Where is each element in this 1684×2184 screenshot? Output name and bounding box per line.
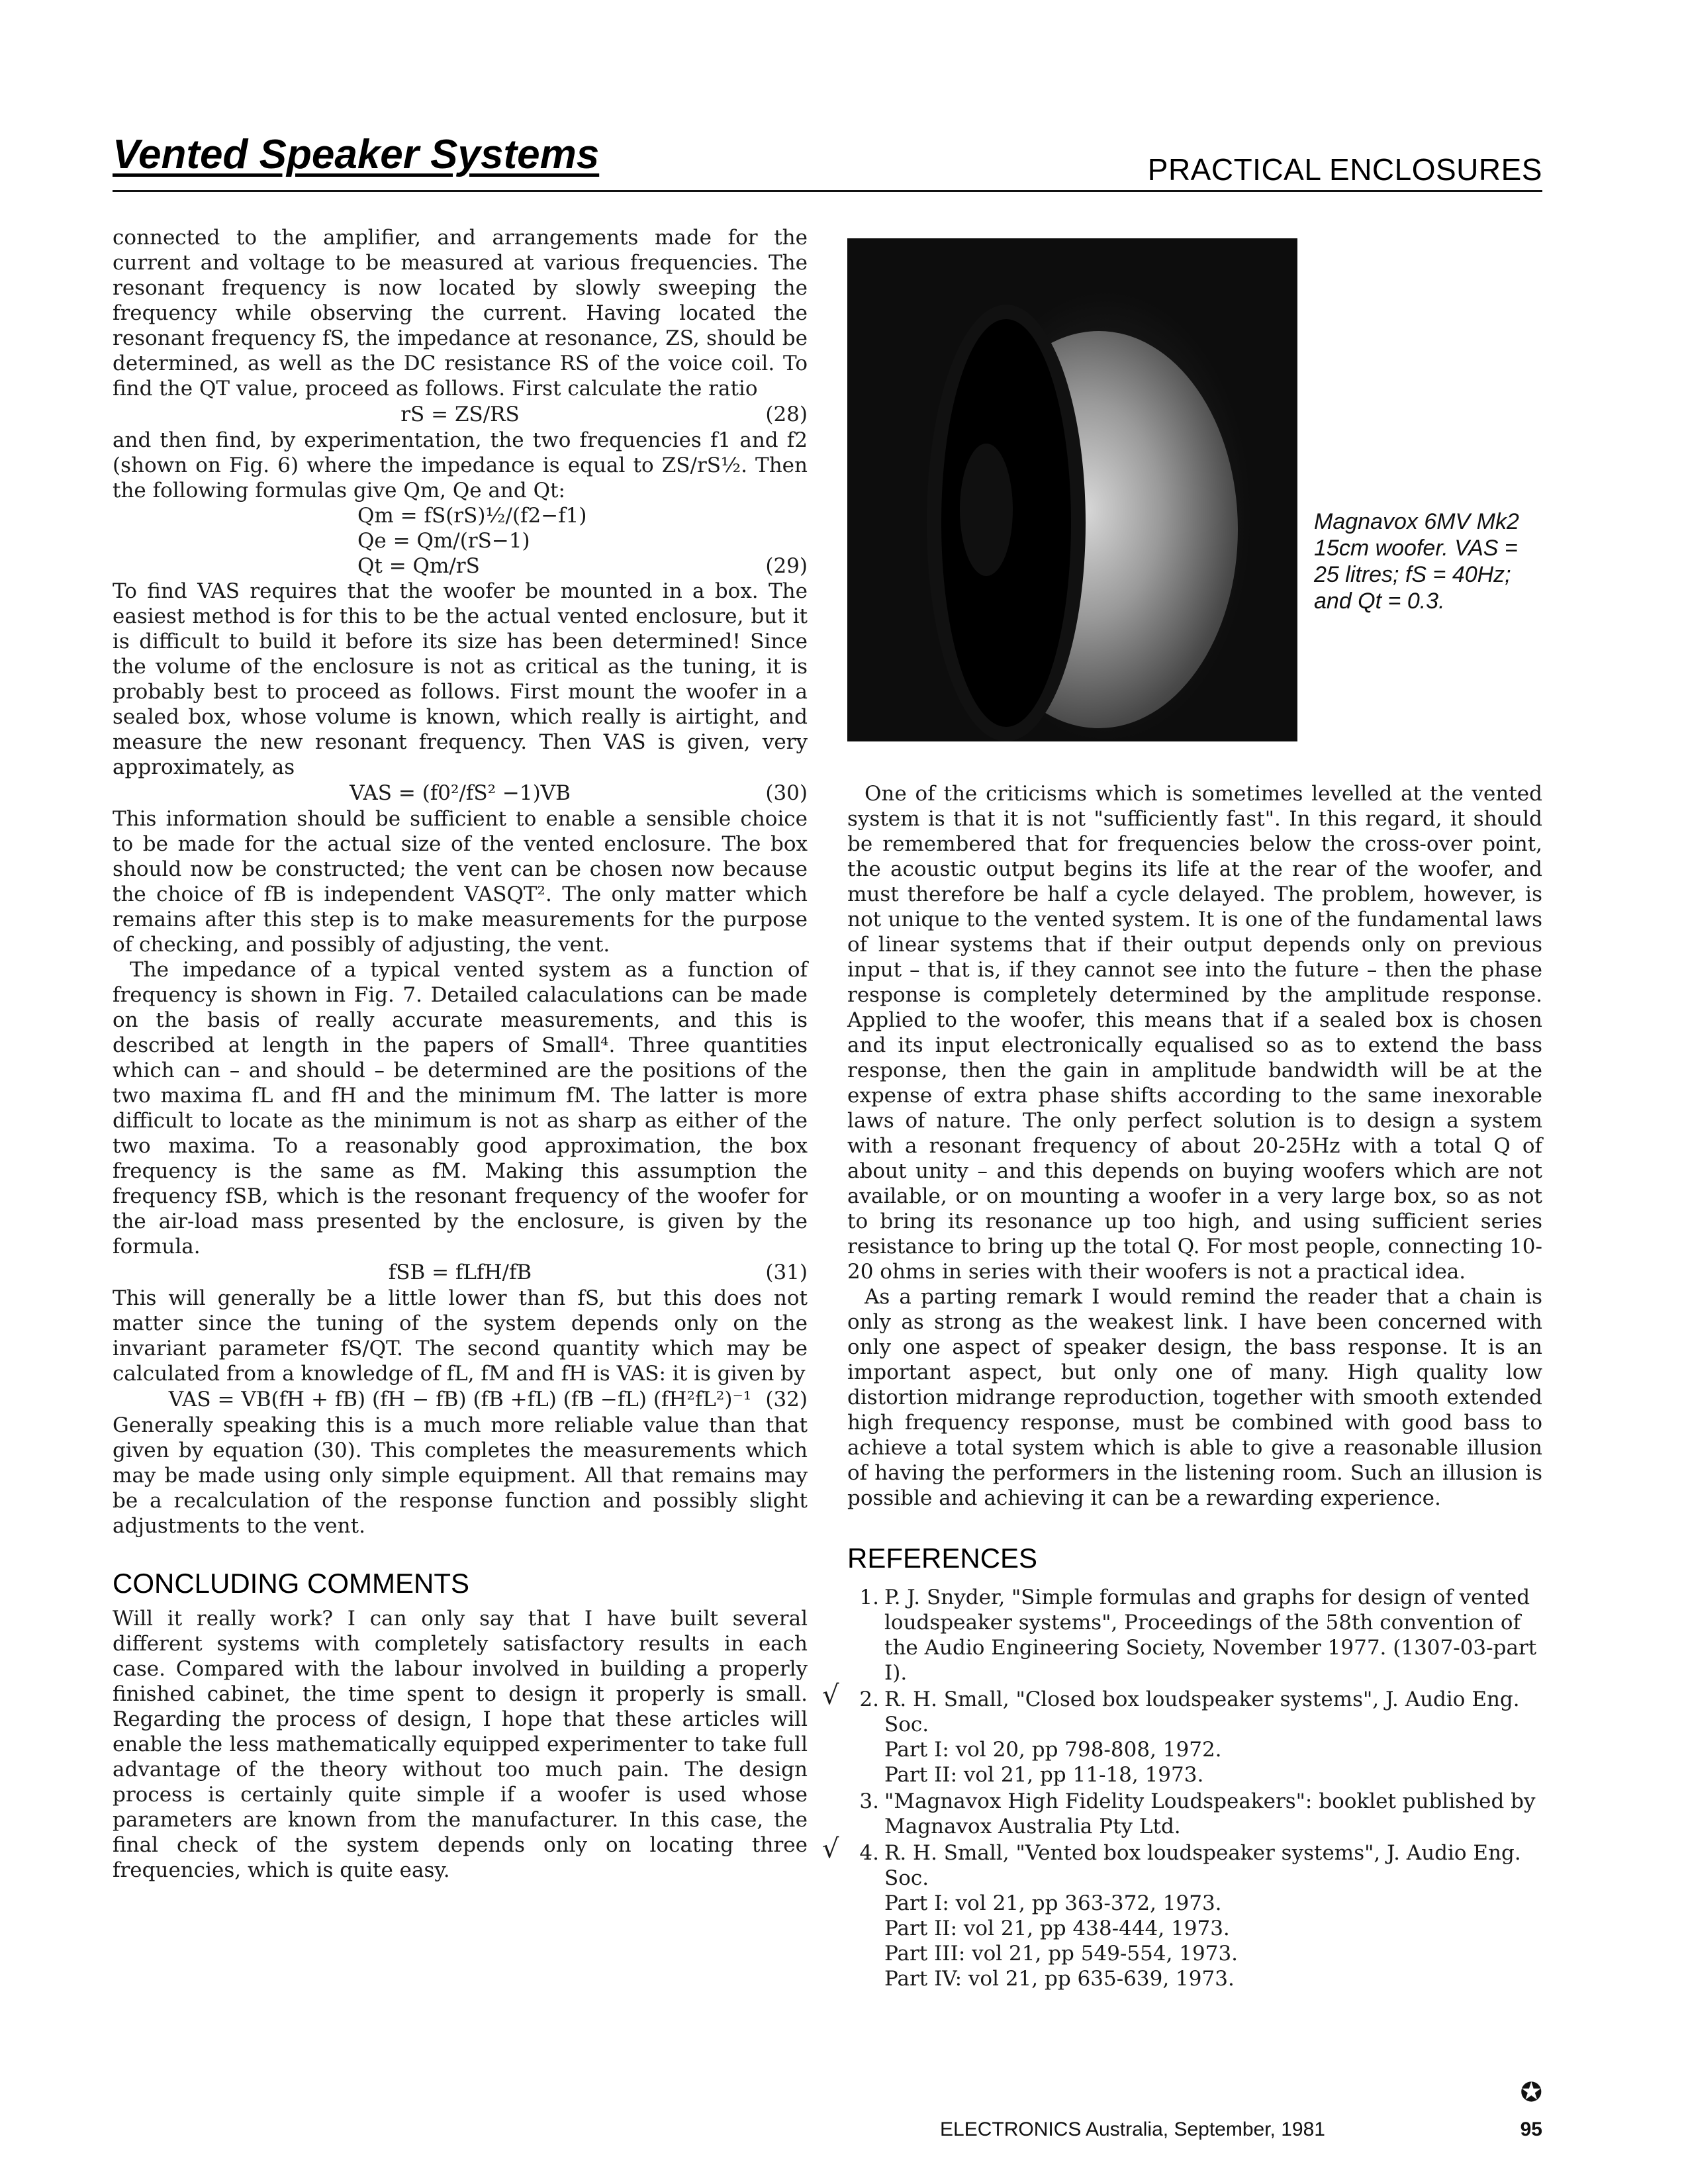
paragraph: The impedance of a typical vented system as a function of frequency is shown in Fig. 7. Detailed calaculations can be made on the basis of really accurate measurements, and this is described at length in the papers of Small⁴. Three quantities which can – and should – be determined are the positions of the two maxima fL and fH and the minimum fM. The latter is more difficult to locate as the minimum is not as sharp as either of the two maxima. To a reasonably good approximation, the box frequency is the same as fM. Making this assumption the frequency fSB, which is the resonant frequency of the woofer for the air-load mass presented by the enclosure, is given by the formula.	[113, 958, 808, 1258]
reference-item	[822, 1834, 1542, 1991]
reference-number: 2.	[859, 1687, 879, 1711]
equation-formula: fSB = fLfH/fB	[388, 1260, 532, 1284]
publication-info: ELECTRONICS Australia, September, 1981	[940, 2118, 1325, 2140]
reference-part: Part II: vol 21, pp 438-444, 1973.	[884, 1917, 1230, 1940]
reference-part: Part I: vol 21, pp 363-372, 1973.	[884, 1891, 1222, 1915]
paragraph: This information should be sufficient to enable a sensible choice to be made for the actual size of the vented enclosure. The box should now be constructed; the vent can be chosen now because the choice of fB is independent VASQT². The only matter which remains after this step is to make measurements for the purpose of checking, and possibly of adjusting, the vent.	[113, 807, 808, 957]
reference-number: 3.	[859, 1789, 879, 1813]
paragraph: As a parting remark I would remind the reader that a chain is only as strong as the weakest link. I have been concerned with only one aspect of speaker design, the bass response. It is an important aspect, but only one of many. High quality low distortion midrange reproduction, together with smooth extended high frequency response, must be combined with good bass to achieve a total system which is able to give a reasonable illusion of having the performers in the listening room. Such an illusion is possible and achieving it can be a rewarding experience.	[847, 1285, 1542, 1510]
paragraph: This will generally be a little lower than fS, but this does not matter since the tuning of the system depends only on the invariant parameter fS/QT. The second quantity which may be calculated from a knowledge of fL, fM and fH is VAS: it is given by	[113, 1286, 808, 1386]
reference-item	[847, 1789, 1542, 1839]
end-mark-icon: ✪	[1520, 2077, 1542, 2108]
page-number: 95	[1520, 2118, 1542, 2140]
equation-32	[113, 1386, 808, 1413]
reference-text: P. J. Snyder, "Simple formulas and graphs for design of vented loudspeaker systems", Proceedings of the 58th convention of the Audio Engineering Society, November 1977. (1307-03-part I).	[884, 1586, 1537, 1685]
references-heading: REFERENCES	[847, 1543, 1038, 1574]
reference-part: Part II: vol 21, pp 11-18, 1973.	[884, 1763, 1204, 1787]
left-column	[113, 225, 808, 1883]
equation-number: (29)	[765, 554, 808, 578]
equation-31	[113, 1259, 808, 1286]
paragraph: and then find, by experimentation, the two frequencies f1 and f2 (shown on Fig. 6) where the impedance is equal to ZS/rS½. Then the following formulas give Qm, Qe and Qt:	[113, 428, 808, 502]
equation-number: (30)	[765, 781, 808, 805]
reference-number: 1.	[859, 1586, 879, 1609]
equation-formula: VAS = VB(fH + fB) (fH − fB) (fB +fL) (fB −fL) (fH²fL²)⁻¹	[168, 1388, 752, 1411]
paragraph: Generally speaking this is a much more reliable value than that given by equation (30). This completes the measurements which may be made using only simple equipment. All that remains may be a recalculation of the response function and possibly slight adjustments to the vent.	[113, 1413, 808, 1538]
reference-text: R. H. Small, "Closed box loudspeaker systems", J. Audio Eng. Soc.	[884, 1687, 1520, 1736]
reference-item	[822, 1680, 1542, 1787]
paragraph: connected to the amplifier, and arrangements made for the current and voltage to be measured at various frequencies. The resonant frequency is now located by slowly sweeping the frequency while observing the current. Having located the resonant frequency fS, the impedance at resonance, ZS, should be determined, as well as the DC resistance RS of the voice coil. To find the QT value, proceed as follows. First calculate the ratio	[113, 226, 808, 401]
woofer-photo	[847, 238, 1297, 741]
references-list	[822, 1585, 1542, 1991]
reference-text: "Magnavox High Fidelity Loudspeakers": booklet published by Magnavox Australia Pty Ltd.	[884, 1789, 1536, 1838]
paragraph: To find VAS requires that the woofer be mounted in a box. The easiest method is for this to be the actual vented enclosure, but it is difficult to build it before its size has been determined! Since the volume of the enclosure is not as critical as the tuning, it is probably best to proceed as follows. First mount the woofer in a sealed box, whose volume is known, which really is airtight, and measure the new resonant frequency. Then VAS is given, very approximately, as	[113, 579, 808, 779]
checkmark-icon: √	[822, 1680, 839, 1711]
equation-29	[113, 503, 808, 579]
checkmark-icon: √	[822, 1834, 839, 1864]
reference-part: Part I: vol 20, pp 798-808, 1972.	[884, 1738, 1222, 1762]
equation-formula: rS = ZS/RS	[400, 403, 520, 426]
paragraph: Will it really work? I can only say that I have built several different systems with completely satisfactory results in each case. Compared with the labour involved in building a properly finished cabinet, the time spent to design it properly is small. Regarding the process of design, I hope that these articles will enable the less mathematically equipped experimenter to take full advantage of the theory without too much pain. The design process is certainly quite simple if a woofer is used whose parameters are known from the manufacturer. In this case, the final check of the system depends only on locating three frequencies, which is quite easy.	[113, 1607, 808, 1882]
section-label: PRACTICAL ENCLOSURES	[1147, 152, 1542, 187]
figure-caption: Magnavox 6MV Mk2 15cm woofer. VAS = 25 litres; fS = 40Hz; and Qt = 0.3.	[1314, 509, 1519, 614]
equation-formula: Qm = fS(rS)½/(f2−f1)	[357, 504, 587, 528]
reference-part: Part IV: vol 21, pp 635-639, 1973.	[884, 1967, 1235, 1991]
equation-number: (32)	[765, 1388, 808, 1411]
equation-formula: Qt = Qm/rS	[357, 554, 480, 578]
equation-28	[113, 401, 808, 428]
section-heading: CONCLUDING COMMENTS	[113, 1568, 470, 1599]
equation-30	[113, 780, 808, 806]
equation-formula: Qe = Qm/(rS−1)	[357, 529, 530, 553]
reference-item	[847, 1585, 1542, 1685]
reference-number: 4.	[859, 1841, 879, 1865]
equation-formula: VAS = (f0²/fS² −1)VB	[350, 781, 571, 805]
equation-number: (28)	[765, 403, 808, 426]
page-footer	[940, 2077, 1542, 2148]
reference-text: R. H. Small, "Vented box loudspeaker systems", J. Audio Eng. Soc.	[884, 1841, 1521, 1890]
paragraph: One of the criticisms which is sometimes levelled at the vented system is that it is not "sufficiently fast". In this regard, it should be remembered that for frequencies below the cross-over point, the acoustic output begins its life at the rear of the woofer, and must therefore be half a cycle delayed. The problem, however, is not unique to the vented system. It is one of the fundamental laws of linear systems that if their output depends only on previous input – that is, if they cannot see into the future – then the phase response is completely determined by the amplitude response. Applied to the woofer, this means that if a sealed box is chosen and its input electronically equalised so as to extend the bass response, then the gain in amplitude bandwidth will be at the expense of extra phase shifts according to the same inexorable laws of nature. The only perfect solution is to design a system with a resonant frequency of about 20-25Hz with a total Q of about unity – and this depends on buying woofers which are not available, or on mounting a woofer in a very large box, so as not to bring its resonance up too high, and using sufficient series resistance to bring up the total Q. For most people, connecting 10-20 ohms in series with their woofers is not a practical idea.	[847, 782, 1542, 1284]
equation-number: (31)	[765, 1260, 808, 1284]
right-column	[822, 781, 1542, 1993]
woofer-dust-cap	[960, 444, 1013, 576]
article-title: Vented Speaker Systems	[113, 132, 600, 177]
reference-part: Part III: vol 21, pp 549-554, 1973.	[884, 1942, 1239, 1966]
page-header	[113, 131, 1542, 192]
